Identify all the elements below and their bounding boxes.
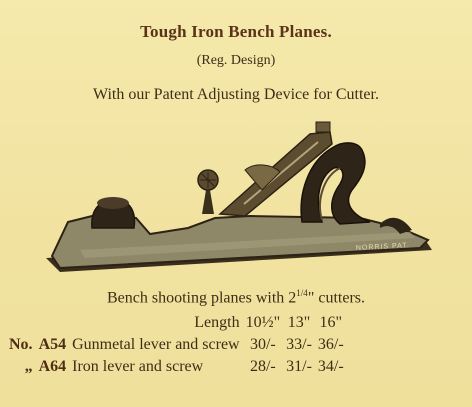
price-cell: 30/- <box>249 336 276 353</box>
price-table <box>6 312 347 378</box>
row-prefix: No. <box>9 336 33 353</box>
maker-stamp: NORRIS PAT. <box>355 242 410 252</box>
row-prefix: „ <box>24 358 33 375</box>
length-label: Length <box>194 314 240 331</box>
row-description: Iron lever and screw <box>72 358 204 375</box>
model-number: A54 <box>38 336 67 353</box>
price-cell: 34/- <box>317 358 344 375</box>
cutter-screw <box>316 122 330 132</box>
length-value: 16" <box>319 314 343 331</box>
intro-text-after: " cutters. <box>307 289 365 307</box>
price-cell: 33/- <box>286 336 312 353</box>
intro-line <box>0 288 472 307</box>
registered-design-note: (Reg. Design) <box>196 53 276 68</box>
page-title: Tough Iron Bench Planes. <box>140 22 332 41</box>
length-header-row <box>6 312 347 334</box>
price-cell: 31/- <box>286 358 312 375</box>
model-number: A64 <box>38 358 67 375</box>
row-description: Gunmetal lever and screw <box>72 336 240 353</box>
price-cell: 28/- <box>249 358 276 375</box>
tagline: With our Patent Adjusting Device for Cutter. <box>93 86 379 103</box>
length-value: 10½" <box>245 314 281 331</box>
table-row <box>6 356 347 378</box>
length-value: 13" <box>287 314 311 331</box>
table-row <box>6 334 347 356</box>
bench-plane-illustration <box>40 110 440 280</box>
intro-fraction: 1/4 <box>296 288 308 298</box>
intro-text: Bench shooting planes with 2 <box>106 289 297 307</box>
price-cell: 36/- <box>317 336 344 353</box>
